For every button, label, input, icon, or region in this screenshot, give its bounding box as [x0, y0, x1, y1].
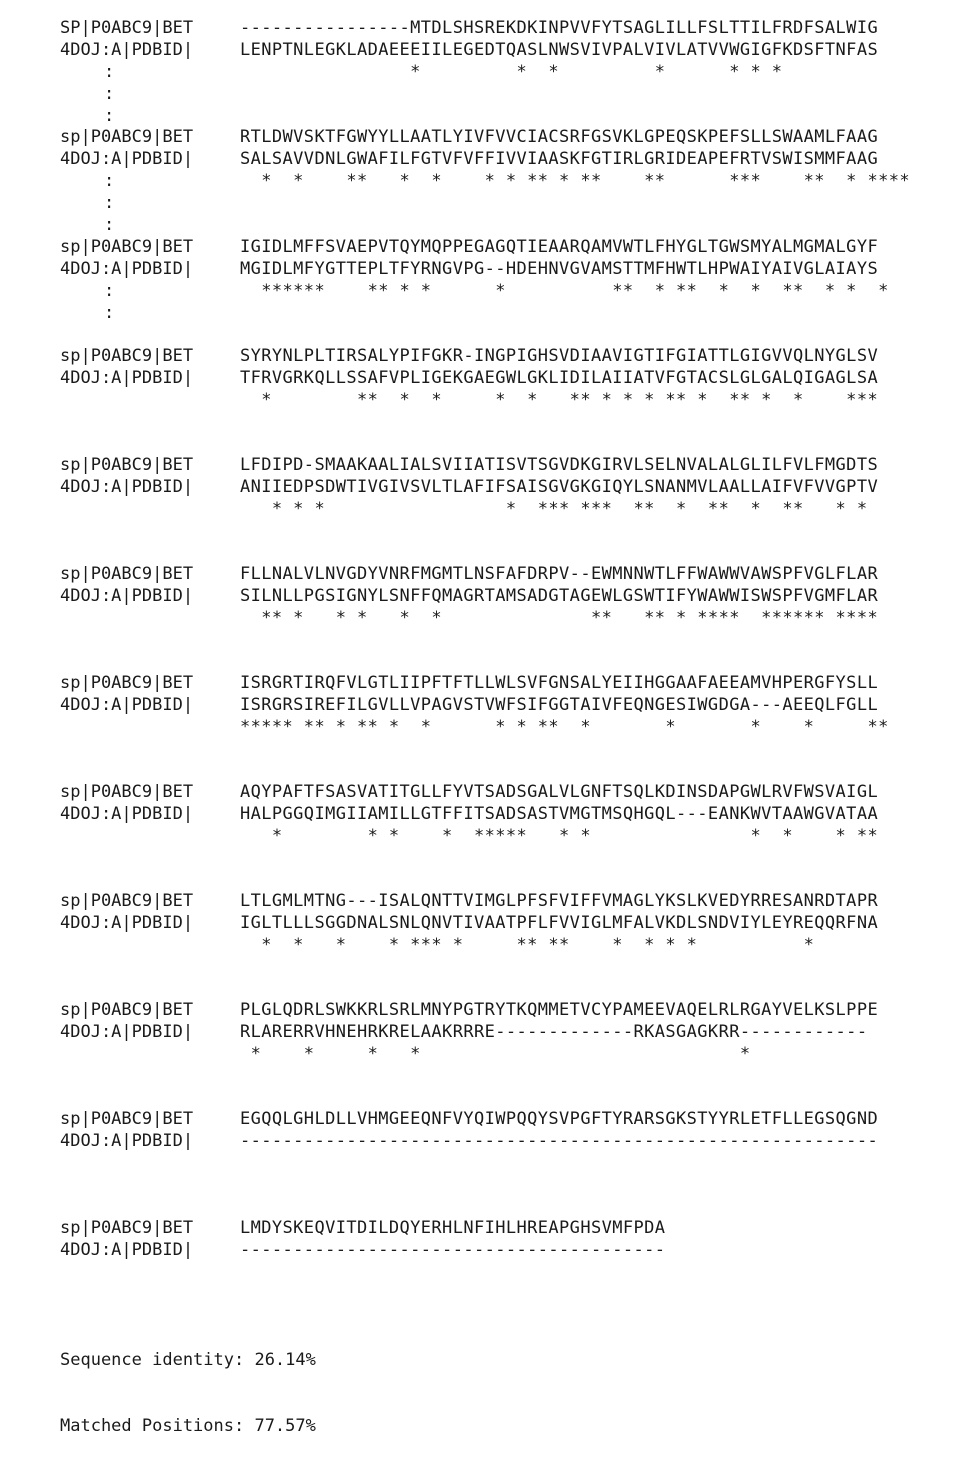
separator-row: [60, 83, 960, 105]
template-label: 4DOJ:A|PDBID|: [60, 368, 194, 388]
template-label: 4DOJ:A|PDBID|: [60, 586, 194, 606]
conservation-stars: * * ** * * * * ** * ** ** *** ** * ****: [240, 171, 910, 191]
sequence-row-query: [60, 1217, 960, 1239]
sequence-row-template: [60, 148, 960, 170]
conservation-stars: * * * * * * *: [240, 62, 783, 82]
query-sequence: EGQQLGHLDLLVHMGEEQNFVYQIWPQQYSVPGFTYRARSGKSTYYRLETFLLEGSQGND: [240, 1109, 879, 1129]
query-sequence: LTLGMLMTNG---ISALQNTTVIMGLPFSFVIFFVMAGLYKSLKVEDYRRESANRDTAPR: [240, 891, 879, 911]
separator-dot: :: [104, 84, 115, 104]
sequence-row-template: [60, 694, 960, 716]
alignment-block-11: [60, 1108, 960, 1152]
sequence-row-template: [60, 1130, 960, 1152]
template-label: 4DOJ:A|PDBID|: [60, 1131, 194, 1151]
query-sequence: FLLNALVLNVGDYVNRFMGMTLNSFAFDRPV--EWMNNWTLFFWAWWVAWSPFVGLFLAR: [240, 564, 879, 584]
conservation-row: [60, 1043, 960, 1065]
query-sequence: IGIDLMFFSVAEPVTQYMQPPEGAGQTIEAARQAMVWTLFHYGLTGWSMYALMGMALGYF: [240, 237, 879, 257]
conservation-row: [60, 825, 960, 847]
template-sequence: ISRGRSIREFILGVLLVPAGVSTVWFSIFGGTAIVFEQNGESIWGDGA---AEEQLFGLL: [240, 695, 879, 715]
query-label: sp|P0ABC9|BET: [60, 782, 194, 802]
conservation-row: [60, 934, 960, 956]
template-label: 4DOJ:A|PDBID|: [60, 477, 194, 497]
sequence-row-query: [60, 1108, 960, 1130]
sequence-row-query: [60, 454, 960, 476]
query-label: sp|P0ABC9|BET: [60, 237, 194, 257]
conservation-row: [60, 716, 960, 738]
separator-row: [60, 302, 960, 324]
query-sequence: LFDIPD-SMAAKAALIALSVIIATISVTSGVDKGIRVLSELNVALALGLILFVLFMGDTS: [240, 455, 879, 475]
separator-dot: :: [104, 171, 115, 191]
conservation-row: [60, 280, 960, 302]
conservation-stars: * * * * *: [240, 1044, 751, 1064]
conservation-row: [60, 498, 960, 520]
conservation-stars: ****** ** * * * ** * ** * * ** * * *: [240, 281, 889, 301]
alignment-block-12: [60, 1217, 960, 1261]
separator-dot: :: [104, 62, 115, 82]
template-sequence: MGIDLMFYGTTEPLTFYRNGVPG--HDEHNVGVAMSTTMFHWTLHPWAIYAIVGLAIAYS: [240, 259, 879, 279]
template-sequence: SILNLLPGSIGNYLSNFFQMAGRTAMSADGTAGEWLGSWTIFYWAWWISWSPFVGMFLAR: [240, 586, 879, 606]
sequence-row-query: [60, 672, 960, 694]
conservation-stars: * * * * ***** * * * * * **: [240, 826, 879, 846]
conservation-stars: * * * * *** *** ** * ** * ** * *: [240, 499, 868, 519]
alignment-summary: [60, 1305, 316, 1481]
sequence-row-query: [60, 563, 960, 585]
query-sequence: RTLDWVSKTFGWYYLLAATLYIVFVVCIACSRFGSVKLGPEQSKPEFSLLSWAAMLFAAG: [240, 127, 879, 147]
query-sequence: LMDYSKEQVITDILDQYERHLNFIHLHREAPGHSVMFPDA: [240, 1218, 666, 1238]
conservation-stars: * * * * *** * ** ** * * * * *: [240, 935, 815, 955]
query-label: sp|P0ABC9|BET: [60, 455, 194, 475]
sequence-row-template: [60, 912, 960, 934]
template-sequence: LENPTNLEGKLADAEEEIILEGEDTQASLNWSVIVPALVIVLATVVWGIGFKDSFTNFAS: [240, 40, 879, 60]
alignment-block-8: [60, 781, 960, 847]
sequence-row-template: [60, 258, 960, 280]
sequence-row-query: [60, 126, 960, 148]
template-sequence: RLARERRVHNEHRKRELAAKRRRE-------------RKASGAGKRR------------: [240, 1022, 868, 1042]
query-sequence: ISRGRTIRQFVLGTLIIPFTFTLLWLSVFGNSALYEIIHGGAAFAEEAMVHPERGFYSLL: [240, 673, 879, 693]
template-label: 4DOJ:A|PDBID|: [60, 149, 194, 169]
separator-dot: :: [104, 106, 115, 126]
alignment-block-3: [60, 236, 960, 324]
template-sequence: ANIIEDPSDWTIVGIVSVLTLAFIFSAISGVGKGIQYLSNANMVLAALLAIFVFVVGPTV: [240, 477, 879, 497]
sequence-row-template: [60, 1021, 960, 1043]
sequence-row-query: [60, 236, 960, 258]
template-sequence: TFRVGRKQLLSSAFVPLIGEKGAEGWLGKLIDILAIIATVFGTACSLGLGALQIGAGLSA: [240, 368, 879, 388]
sequence-row-template: [60, 803, 960, 825]
template-label: 4DOJ:A|PDBID|: [60, 40, 194, 60]
sequence-row-template: [60, 367, 960, 389]
sequence-row-query: [60, 890, 960, 912]
query-label: sp|P0ABC9|BET: [60, 1000, 194, 1020]
query-sequence: ----------------MTDLSHSREKDKINPVVFYTSAGLILLFSLTTILFRDFSALWIG: [240, 18, 879, 38]
template-sequence: ------------------------------------------------------------: [240, 1131, 879, 1151]
alignment-block-5: [60, 454, 960, 520]
query-label: sp|P0ABC9|BET: [60, 127, 194, 147]
query-sequence: AQYPAFTFSASVATITGLLFYVTSADSGALVLGNFTSQLKDINSDAPGWLRVFWSVAIGL: [240, 782, 879, 802]
alignment-block-6: [60, 563, 960, 629]
conservation-row: [60, 389, 960, 411]
template-sequence: SALSAVVDNLGWAFILFGTVFVFFIVVIAASKFGTIRLGRIDEAPEFRTVSWISMMFAAG: [240, 149, 879, 169]
sequence-row-template: [60, 476, 960, 498]
query-label: sp|P0ABC9|BET: [60, 564, 194, 584]
separator-dot: :: [104, 303, 115, 323]
alignment-block-2: [60, 126, 960, 236]
query-sequence: SYRYNLPLTIRSALYPIFGKR-INGPIGHSVDIAAVIGTIFGIATTLGIGVVQLNYGLSV: [240, 346, 879, 366]
separator-dot: :: [104, 193, 115, 213]
separator-row: [60, 192, 960, 214]
template-label: 4DOJ:A|PDBID|: [60, 1022, 194, 1042]
query-label: SP|P0ABC9|BET: [60, 18, 194, 38]
query-label: sp|P0ABC9|BET: [60, 1109, 194, 1129]
sequence-row-template: [60, 1239, 960, 1261]
conservation-row: [60, 170, 960, 192]
conservation-row: [60, 61, 960, 83]
separator-row: [60, 214, 960, 236]
alignment-block-10: [60, 999, 960, 1065]
matched-positions: Matched Positions: 77.57%: [60, 1416, 316, 1436]
template-label: 4DOJ:A|PDBID|: [60, 913, 194, 933]
alignment-block-4: [60, 345, 960, 411]
template-label: 4DOJ:A|PDBID|: [60, 1240, 194, 1260]
query-label: sp|P0ABC9|BET: [60, 891, 194, 911]
query-label: sp|P0ABC9|BET: [60, 346, 194, 366]
sequence-row-template: [60, 585, 960, 607]
sequence-row-query: [60, 999, 960, 1021]
separator-row: [60, 105, 960, 127]
conservation-stars: ** * * * * * ** ** * **** ****** ****: [240, 608, 879, 628]
alignment-block-1: [60, 17, 960, 127]
sequence-row-query: [60, 17, 960, 39]
template-label: 4DOJ:A|PDBID|: [60, 695, 194, 715]
alignment-block-9: [60, 890, 960, 956]
sequence-identity: Sequence identity: 26.14%: [60, 1350, 316, 1370]
sequence-row-query: [60, 345, 960, 367]
separator-dot: :: [104, 281, 115, 301]
conservation-stars: * ** * * * * ** * * * ** * ** * * ***: [240, 390, 879, 410]
template-label: 4DOJ:A|PDBID|: [60, 259, 194, 279]
alignment-block-7: [60, 672, 960, 738]
template-label: 4DOJ:A|PDBID|: [60, 804, 194, 824]
template-sequence: HALPGGQIMGIIAMILLGTFFITSADSASTVMGTMSQHGQL---EANKWVTAAWGVATAA: [240, 804, 879, 824]
query-label: sp|P0ABC9|BET: [60, 1218, 194, 1238]
query-label: sp|P0ABC9|BET: [60, 673, 194, 693]
conservation-stars: ***** ** * ** * * * * ** * * * * **: [240, 717, 889, 737]
template-sequence: ----------------------------------------: [240, 1240, 666, 1260]
template-sequence: IGLTLLLSGGDNALSNLQNVTIVAATPFLFVVIGLMFALVKDLSNDVIYLEYREQQRFNA: [240, 913, 879, 933]
separator-dot: :: [104, 215, 115, 235]
query-sequence: PLGLQDRLSWKKRLSRLMNYPGTRYTKQMMETVCYPAMEEVAQELRLRGAYVELKSLPPE: [240, 1000, 879, 1020]
conservation-row: [60, 607, 960, 629]
sequence-row-query: [60, 781, 960, 803]
sequence-row-template: [60, 39, 960, 61]
